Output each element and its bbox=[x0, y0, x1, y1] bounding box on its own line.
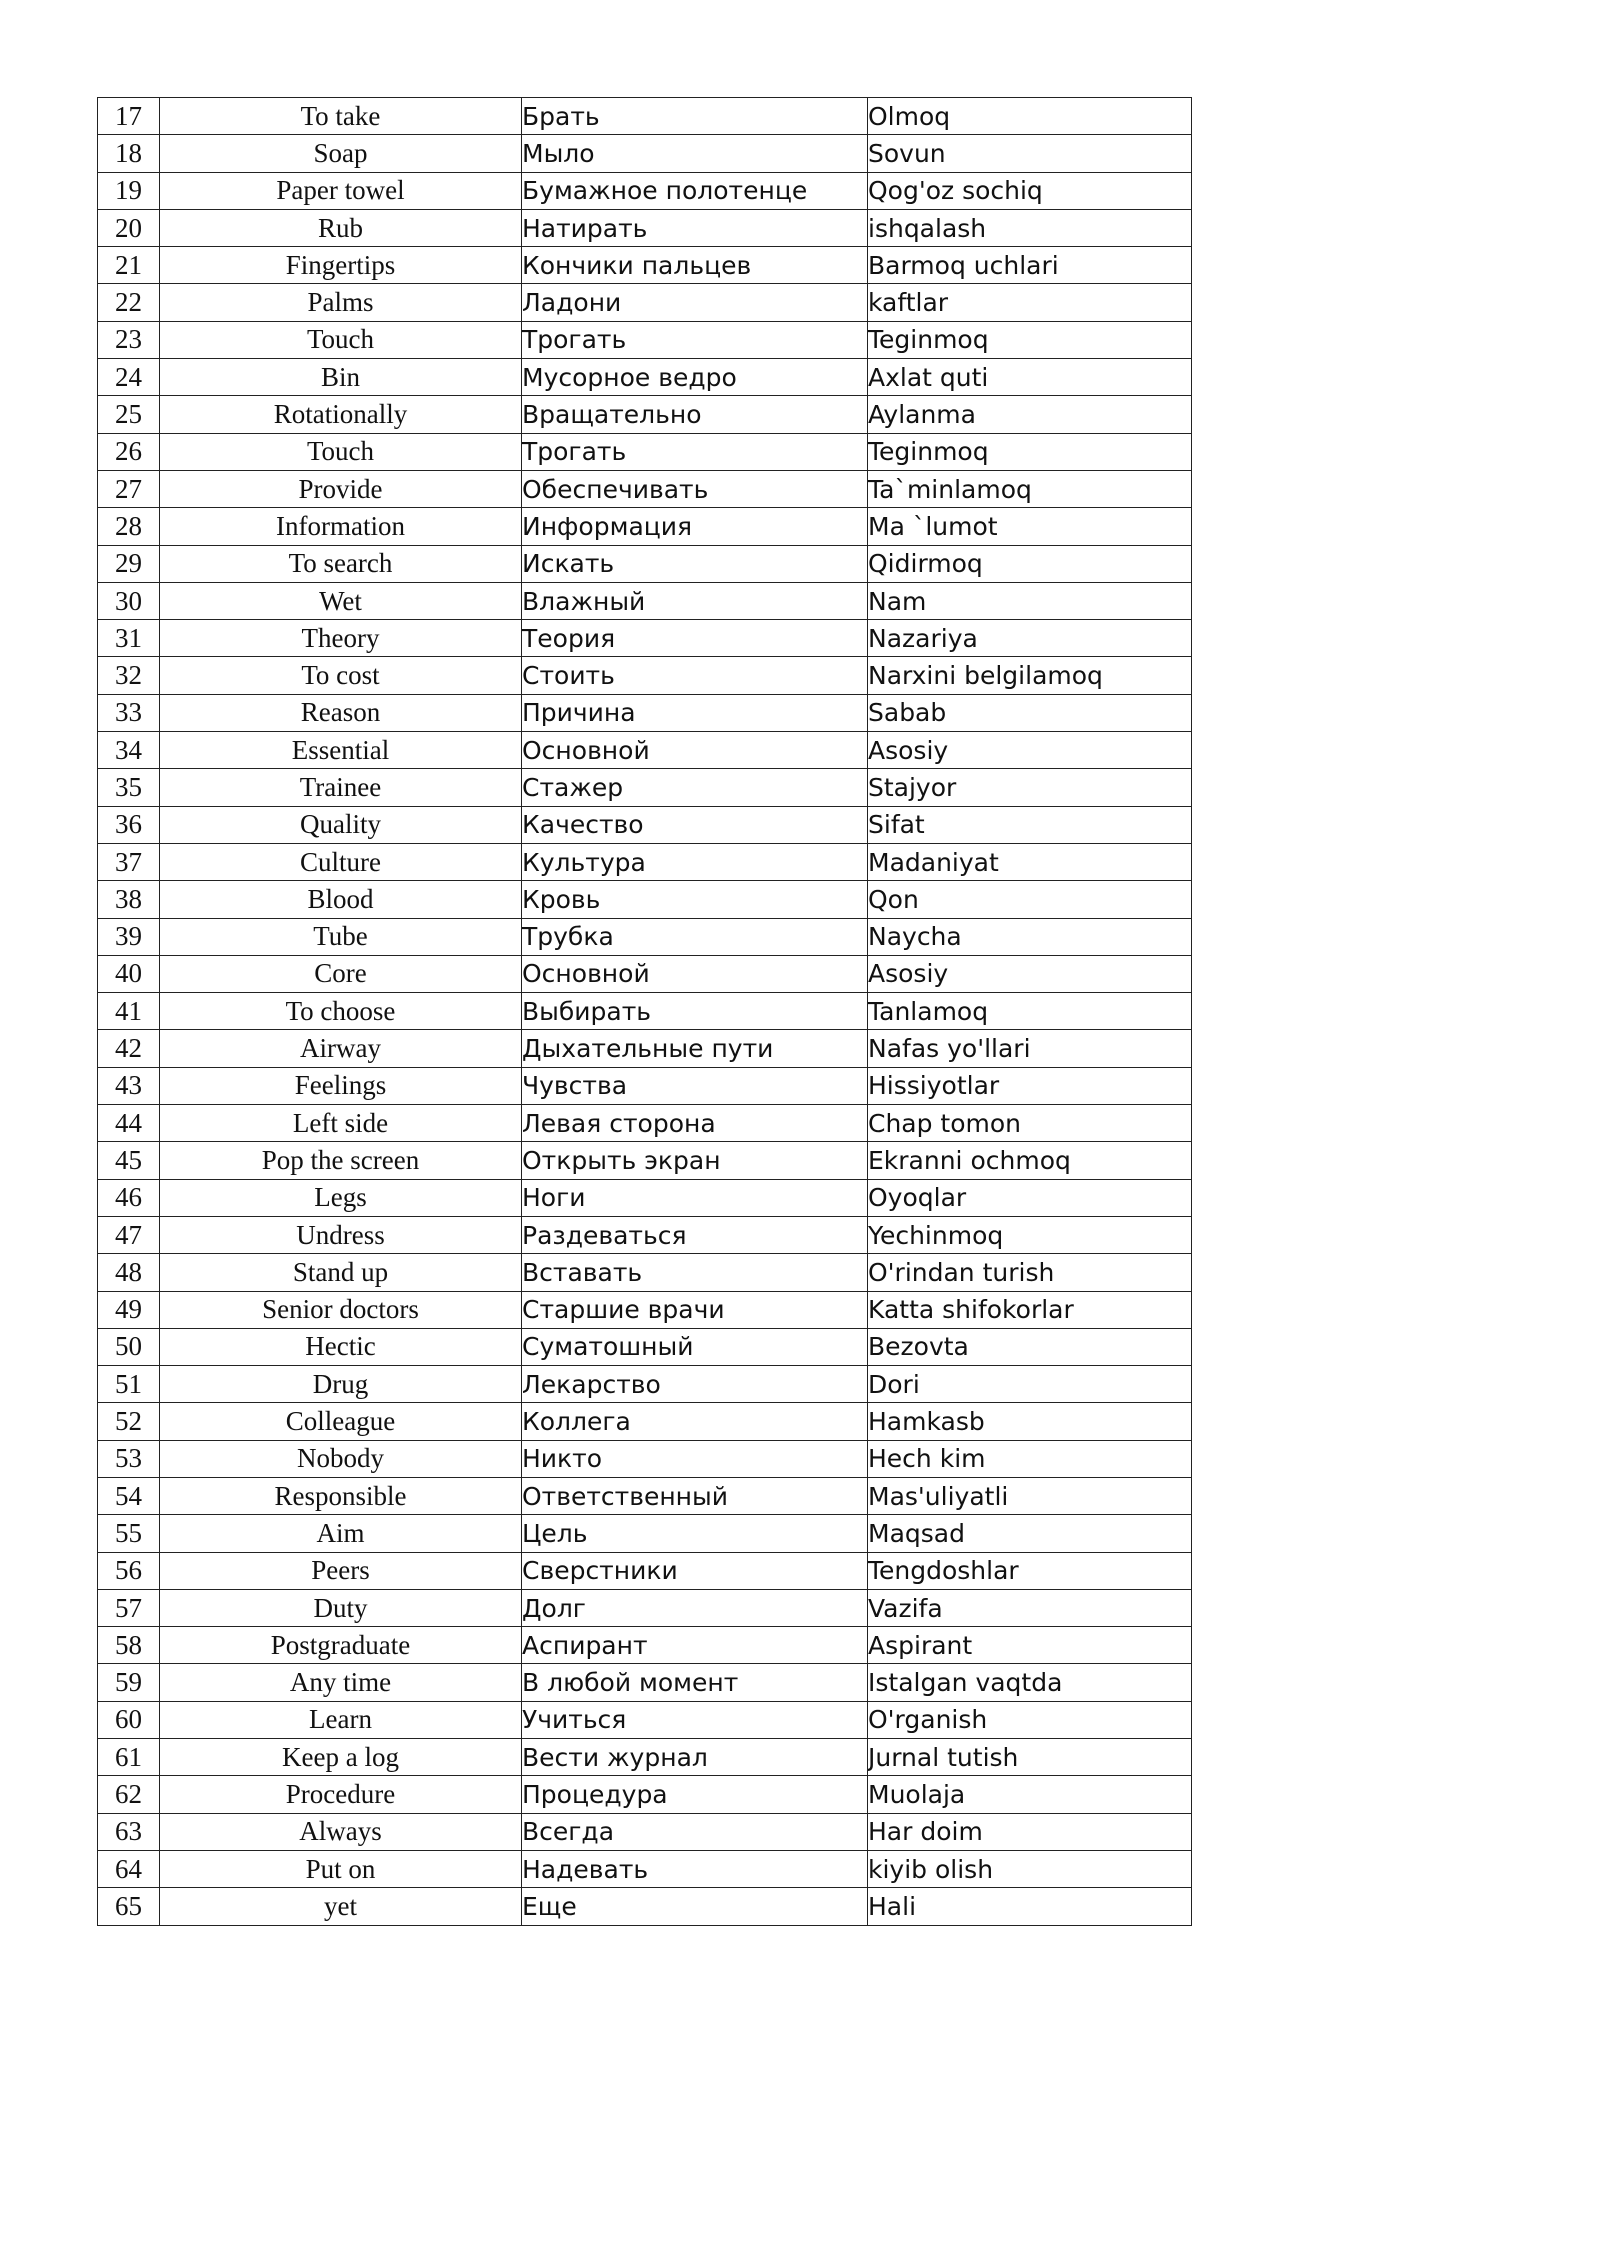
uzbek-term: Katta shifokorlar bbox=[868, 1291, 1192, 1328]
table-row bbox=[98, 881, 1192, 918]
uzbek-term: Qidirmoq bbox=[868, 545, 1192, 582]
uzbek-term: Axlat quti bbox=[868, 359, 1192, 396]
table-row bbox=[98, 209, 1192, 246]
english-term: Duty bbox=[160, 1589, 522, 1626]
table-row bbox=[98, 694, 1192, 731]
uzbek-term: Stajyor bbox=[868, 769, 1192, 806]
russian-term: Долг bbox=[522, 1589, 868, 1626]
row-number: 61 bbox=[98, 1739, 160, 1776]
row-number: 23 bbox=[98, 321, 160, 358]
russian-term: Мусорное ведро bbox=[522, 359, 868, 396]
english-term: Undress bbox=[160, 1216, 522, 1253]
row-number: 29 bbox=[98, 545, 160, 582]
russian-term: Вставать bbox=[522, 1254, 868, 1291]
english-term: Senior doctors bbox=[160, 1291, 522, 1328]
table-row bbox=[98, 433, 1192, 470]
uzbek-term: Hech kim bbox=[868, 1440, 1192, 1477]
english-term: Airway bbox=[160, 1030, 522, 1067]
row-number: 47 bbox=[98, 1216, 160, 1253]
table-row bbox=[98, 1142, 1192, 1179]
row-number: 34 bbox=[98, 732, 160, 769]
russian-term: Лекарство bbox=[522, 1366, 868, 1403]
russian-term: Процедура bbox=[522, 1776, 868, 1813]
uzbek-term: Asosiy bbox=[868, 732, 1192, 769]
row-number: 55 bbox=[98, 1515, 160, 1552]
row-number: 37 bbox=[98, 843, 160, 880]
english-term: Peers bbox=[160, 1552, 522, 1589]
table-row bbox=[98, 284, 1192, 321]
russian-term: Аспирант bbox=[522, 1627, 868, 1664]
english-term: Feelings bbox=[160, 1067, 522, 1104]
english-term: Essential bbox=[160, 732, 522, 769]
english-term: Learn bbox=[160, 1701, 522, 1738]
table-row bbox=[98, 1067, 1192, 1104]
uzbek-term: O'rganish bbox=[868, 1701, 1192, 1738]
english-term: To search bbox=[160, 545, 522, 582]
russian-term: Всегда bbox=[522, 1813, 868, 1850]
russian-term: Натирать bbox=[522, 209, 868, 246]
english-term: Fingertips bbox=[160, 247, 522, 284]
russian-term: Информация bbox=[522, 508, 868, 545]
uzbek-term: Naycha bbox=[868, 918, 1192, 955]
english-term: Trainee bbox=[160, 769, 522, 806]
row-number: 38 bbox=[98, 881, 160, 918]
english-term: Any time bbox=[160, 1664, 522, 1701]
russian-term: Ответственный bbox=[522, 1477, 868, 1514]
english-term: Aim bbox=[160, 1515, 522, 1552]
russian-term: Стажер bbox=[522, 769, 868, 806]
table-row bbox=[98, 321, 1192, 358]
uzbek-term: Tanlamoq bbox=[868, 993, 1192, 1030]
english-term: Reason bbox=[160, 694, 522, 731]
english-term: Wet bbox=[160, 582, 522, 619]
uzbek-term: O'rindan turish bbox=[868, 1254, 1192, 1291]
english-term: To take bbox=[160, 98, 522, 135]
english-term: Paper towel bbox=[160, 172, 522, 209]
table-row bbox=[98, 1589, 1192, 1626]
row-number: 48 bbox=[98, 1254, 160, 1291]
table-row bbox=[98, 1888, 1192, 1925]
english-term: Legs bbox=[160, 1179, 522, 1216]
russian-term: Дыхательные пути bbox=[522, 1030, 868, 1067]
russian-term: Основной bbox=[522, 955, 868, 992]
table-row bbox=[98, 843, 1192, 880]
table-row bbox=[98, 582, 1192, 619]
uzbek-term: Teginmoq bbox=[868, 433, 1192, 470]
row-number: 57 bbox=[98, 1589, 160, 1626]
row-number: 60 bbox=[98, 1701, 160, 1738]
uzbek-term: kaftlar bbox=[868, 284, 1192, 321]
russian-term: Выбирать bbox=[522, 993, 868, 1030]
uzbek-term: Bezovta bbox=[868, 1328, 1192, 1365]
english-term: Postgraduate bbox=[160, 1627, 522, 1664]
table-row bbox=[98, 955, 1192, 992]
row-number: 49 bbox=[98, 1291, 160, 1328]
russian-term: Трубка bbox=[522, 918, 868, 955]
uzbek-term: Yechinmoq bbox=[868, 1216, 1192, 1253]
table-row bbox=[98, 1776, 1192, 1813]
table-row bbox=[98, 1216, 1192, 1253]
uzbek-term: Hissiyotlar bbox=[868, 1067, 1192, 1104]
row-number: 56 bbox=[98, 1552, 160, 1589]
table-row bbox=[98, 545, 1192, 582]
uzbek-term: Mas'uliyatli bbox=[868, 1477, 1192, 1514]
russian-term: Причина bbox=[522, 694, 868, 731]
english-term: Soap bbox=[160, 135, 522, 172]
english-term: Keep a log bbox=[160, 1739, 522, 1776]
table-row bbox=[98, 470, 1192, 507]
russian-term: Трогать bbox=[522, 433, 868, 470]
english-term: Drug bbox=[160, 1366, 522, 1403]
uzbek-term: Asosiy bbox=[868, 955, 1192, 992]
row-number: 44 bbox=[98, 1105, 160, 1142]
table-row bbox=[98, 1030, 1192, 1067]
table-row bbox=[98, 806, 1192, 843]
russian-term: В любой момент bbox=[522, 1664, 868, 1701]
row-number: 63 bbox=[98, 1813, 160, 1850]
table-row bbox=[98, 1701, 1192, 1738]
english-term: To cost bbox=[160, 657, 522, 694]
uzbek-term: Nazariya bbox=[868, 620, 1192, 657]
russian-term: Кончики пальцев bbox=[522, 247, 868, 284]
english-term: Bin bbox=[160, 359, 522, 396]
row-number: 22 bbox=[98, 284, 160, 321]
row-number: 50 bbox=[98, 1328, 160, 1365]
english-term: Stand up bbox=[160, 1254, 522, 1291]
uzbek-term: Hali bbox=[868, 1888, 1192, 1925]
russian-term: Влажный bbox=[522, 582, 868, 619]
row-number: 18 bbox=[98, 135, 160, 172]
table-row bbox=[98, 918, 1192, 955]
uzbek-term: Istalgan vaqtda bbox=[868, 1664, 1192, 1701]
uzbek-term: Sifat bbox=[868, 806, 1192, 843]
uzbek-term: Ekranni ochmoq bbox=[868, 1142, 1192, 1179]
table-row bbox=[98, 769, 1192, 806]
uzbek-term: Ma `lumot bbox=[868, 508, 1192, 545]
russian-term: Вести журнал bbox=[522, 1739, 868, 1776]
russian-term: Брать bbox=[522, 98, 868, 135]
russian-term: Ноги bbox=[522, 1179, 868, 1216]
table-row bbox=[98, 359, 1192, 396]
uzbek-term: Jurnal tutish bbox=[868, 1739, 1192, 1776]
row-number: 26 bbox=[98, 433, 160, 470]
russian-term: Ладони bbox=[522, 284, 868, 321]
table-row bbox=[98, 1477, 1192, 1514]
english-term: Culture bbox=[160, 843, 522, 880]
russian-term: Раздеваться bbox=[522, 1216, 868, 1253]
uzbek-term: Sovun bbox=[868, 135, 1192, 172]
english-term: Colleague bbox=[160, 1403, 522, 1440]
english-term: Procedure bbox=[160, 1776, 522, 1813]
table-row bbox=[98, 396, 1192, 433]
russian-term: Еще bbox=[522, 1888, 868, 1925]
table-row bbox=[98, 993, 1192, 1030]
table-row bbox=[98, 135, 1192, 172]
uzbek-term: Tengdoshlar bbox=[868, 1552, 1192, 1589]
table-row bbox=[98, 1739, 1192, 1776]
russian-term: Надевать bbox=[522, 1850, 868, 1887]
row-number: 32 bbox=[98, 657, 160, 694]
uzbek-term: Har doim bbox=[868, 1813, 1192, 1850]
russian-term: Вращательно bbox=[522, 396, 868, 433]
table-row bbox=[98, 732, 1192, 769]
row-number: 36 bbox=[98, 806, 160, 843]
english-term: Rub bbox=[160, 209, 522, 246]
english-term: Hectic bbox=[160, 1328, 522, 1365]
english-term: Touch bbox=[160, 321, 522, 358]
russian-term: Открыть экран bbox=[522, 1142, 868, 1179]
english-term: Blood bbox=[160, 881, 522, 918]
english-term: yet bbox=[160, 1888, 522, 1925]
uzbek-term: Aspirant bbox=[868, 1627, 1192, 1664]
russian-term: Левая сторона bbox=[522, 1105, 868, 1142]
english-term: Rotationally bbox=[160, 396, 522, 433]
english-term: Responsible bbox=[160, 1477, 522, 1514]
table-row bbox=[98, 1552, 1192, 1589]
uzbek-term: Qon bbox=[868, 881, 1192, 918]
russian-term: Суматошный bbox=[522, 1328, 868, 1365]
table-row bbox=[98, 1403, 1192, 1440]
row-number: 35 bbox=[98, 769, 160, 806]
uzbek-term: Nafas yo'llari bbox=[868, 1030, 1192, 1067]
russian-term: Мыло bbox=[522, 135, 868, 172]
russian-term: Цель bbox=[522, 1515, 868, 1552]
table-row bbox=[98, 98, 1192, 135]
row-number: 62 bbox=[98, 1776, 160, 1813]
table-row bbox=[98, 1179, 1192, 1216]
english-term: Always bbox=[160, 1813, 522, 1850]
uzbek-term: Madaniyat bbox=[868, 843, 1192, 880]
russian-term: Теория bbox=[522, 620, 868, 657]
english-term: Touch bbox=[160, 433, 522, 470]
russian-term: Никто bbox=[522, 1440, 868, 1477]
uzbek-term: Ta`minlamoq bbox=[868, 470, 1192, 507]
uzbek-term: kiyib olish bbox=[868, 1850, 1192, 1887]
uzbek-term: Chap tomon bbox=[868, 1105, 1192, 1142]
row-number: 58 bbox=[98, 1627, 160, 1664]
english-term: Quality bbox=[160, 806, 522, 843]
row-number: 65 bbox=[98, 1888, 160, 1925]
english-term: Palms bbox=[160, 284, 522, 321]
russian-term: Учиться bbox=[522, 1701, 868, 1738]
row-number: 24 bbox=[98, 359, 160, 396]
uzbek-term: Narxini belgilamoq bbox=[868, 657, 1192, 694]
row-number: 45 bbox=[98, 1142, 160, 1179]
english-term: Core bbox=[160, 955, 522, 992]
row-number: 39 bbox=[98, 918, 160, 955]
row-number: 27 bbox=[98, 470, 160, 507]
russian-term: Трогать bbox=[522, 321, 868, 358]
russian-term: Основной bbox=[522, 732, 868, 769]
english-term: Put on bbox=[160, 1850, 522, 1887]
table-row bbox=[98, 1254, 1192, 1291]
table-row bbox=[98, 172, 1192, 209]
row-number: 51 bbox=[98, 1366, 160, 1403]
english-term: Theory bbox=[160, 620, 522, 657]
row-number: 46 bbox=[98, 1179, 160, 1216]
row-number: 19 bbox=[98, 172, 160, 209]
table-row bbox=[98, 1440, 1192, 1477]
row-number: 54 bbox=[98, 1477, 160, 1514]
english-term: To choose bbox=[160, 993, 522, 1030]
russian-term: Коллега bbox=[522, 1403, 868, 1440]
table-row bbox=[98, 1664, 1192, 1701]
table-row bbox=[98, 1850, 1192, 1887]
english-term: Nobody bbox=[160, 1440, 522, 1477]
english-term: Pop the screen bbox=[160, 1142, 522, 1179]
row-number: 59 bbox=[98, 1664, 160, 1701]
row-number: 30 bbox=[98, 582, 160, 619]
row-number: 33 bbox=[98, 694, 160, 731]
table-row bbox=[98, 1813, 1192, 1850]
row-number: 25 bbox=[98, 396, 160, 433]
uzbek-term: Hamkasb bbox=[868, 1403, 1192, 1440]
table-row bbox=[98, 657, 1192, 694]
row-number: 31 bbox=[98, 620, 160, 657]
table-row bbox=[98, 1627, 1192, 1664]
row-number: 20 bbox=[98, 209, 160, 246]
russian-term: Культура bbox=[522, 843, 868, 880]
uzbek-term: Dori bbox=[868, 1366, 1192, 1403]
table-row bbox=[98, 620, 1192, 657]
uzbek-term: Barmoq uchlari bbox=[868, 247, 1192, 284]
row-number: 17 bbox=[98, 98, 160, 135]
row-number: 53 bbox=[98, 1440, 160, 1477]
table-row bbox=[98, 1105, 1192, 1142]
uzbek-term: Muolaja bbox=[868, 1776, 1192, 1813]
row-number: 52 bbox=[98, 1403, 160, 1440]
vocabulary-table-body bbox=[98, 98, 1192, 1926]
russian-term: Старшие врачи bbox=[522, 1291, 868, 1328]
uzbek-term: Sabab bbox=[868, 694, 1192, 731]
uzbek-term: Maqsad bbox=[868, 1515, 1192, 1552]
english-term: Provide bbox=[160, 470, 522, 507]
uzbek-term: Nam bbox=[868, 582, 1192, 619]
row-number: 21 bbox=[98, 247, 160, 284]
russian-term: Чувства bbox=[522, 1067, 868, 1104]
uzbek-term: Oyoqlar bbox=[868, 1179, 1192, 1216]
table-row bbox=[98, 1515, 1192, 1552]
uzbek-term: Qog'oz sochiq bbox=[868, 172, 1192, 209]
english-term: Left side bbox=[160, 1105, 522, 1142]
uzbek-term: Teginmoq bbox=[868, 321, 1192, 358]
table-row bbox=[98, 247, 1192, 284]
row-number: 64 bbox=[98, 1850, 160, 1887]
row-number: 43 bbox=[98, 1067, 160, 1104]
table-row bbox=[98, 1366, 1192, 1403]
russian-term: Стоить bbox=[522, 657, 868, 694]
uzbek-term: Aylanma bbox=[868, 396, 1192, 433]
russian-term: Сверстники bbox=[522, 1552, 868, 1589]
row-number: 41 bbox=[98, 993, 160, 1030]
uzbek-term: Vazifa bbox=[868, 1589, 1192, 1626]
table-row bbox=[98, 508, 1192, 545]
table-row bbox=[98, 1291, 1192, 1328]
russian-term: Бумажное полотенце bbox=[522, 172, 868, 209]
russian-term: Обеспечивать bbox=[522, 470, 868, 507]
row-number: 42 bbox=[98, 1030, 160, 1067]
russian-term: Кровь bbox=[522, 881, 868, 918]
vocabulary-table bbox=[97, 97, 1192, 1926]
russian-term: Качество bbox=[522, 806, 868, 843]
uzbek-term: ishqalash bbox=[868, 209, 1192, 246]
english-term: Tube bbox=[160, 918, 522, 955]
row-number: 40 bbox=[98, 955, 160, 992]
russian-term: Искать bbox=[522, 545, 868, 582]
row-number: 28 bbox=[98, 508, 160, 545]
uzbek-term: Olmoq bbox=[868, 98, 1192, 135]
table-row bbox=[98, 1328, 1192, 1365]
english-term: Information bbox=[160, 508, 522, 545]
